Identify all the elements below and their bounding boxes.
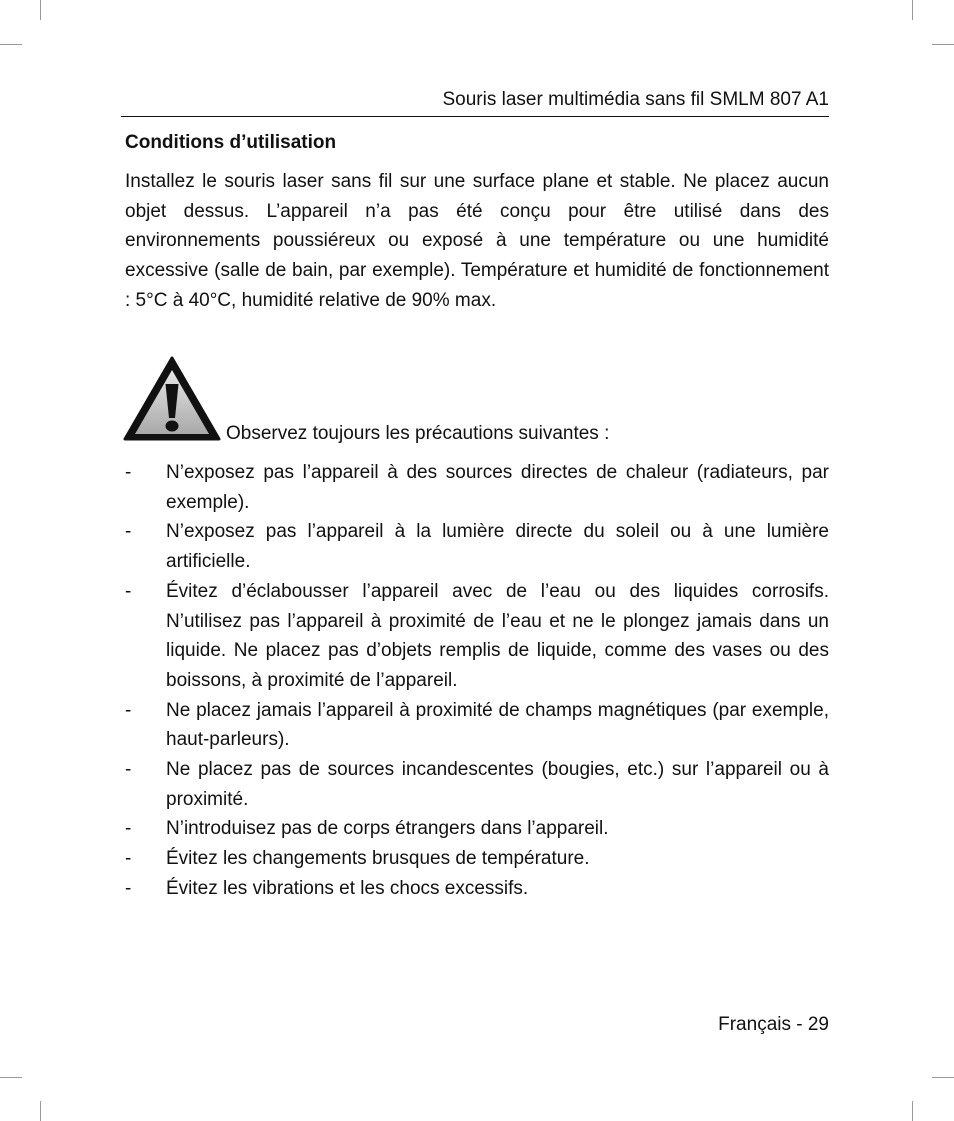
list-item-text: Évitez les changements brusques de température. [166,848,590,870]
bullet-marker: - [125,848,132,870]
precautions-list [125,458,829,904]
bullet-marker: - [125,462,132,483]
intro-paragraph: Installez le souris laser sans fil sur une surface plane et stable. Ne placez aucun objet dessus. L’appareil n’a pas été conçu pour être utilisé dans des environnements poussiéreux ou exposé à une température ou une humidité excessive (salle de bain, par exemple). Température et humidité de fonctionnement : 5°C à 40°C, humidité relative de 90% max. [125,171,829,311]
crop-mark [912,0,913,20]
list-item [125,874,829,904]
page-number: Français - 29 [718,1014,829,1035]
crop-mark [40,1101,41,1121]
list-item [125,844,829,874]
list-item-text: Évitez les vibrations et les chocs excessifs. [166,877,529,899]
bullet-marker: - [125,877,132,899]
list-item-text: N’exposez pas l’appareil à des sources directes de chaleur (radiateurs, par exemple). [166,462,829,513]
crop-mark [932,1077,954,1078]
list-item-text: N’exposez pas l’appareil à la lumière directe du soleil ou à une lumière artificielle. [166,521,829,573]
list-item [125,755,829,814]
warning-block [123,356,829,446]
crop-mark [932,44,954,45]
running-header: Souris laser multimédia sans fil SMLM 807 A1 [121,88,829,117]
bullet-marker: - [125,818,132,840]
list-item [125,696,829,755]
list-item [125,517,829,576]
bullet-marker: - [125,759,132,781]
list-item [125,814,829,844]
list-item-text: Évitez d’éclabousser l’appareil avec de l’eau ou des liquides corrosifs. N’utilisez pas l’appareil à proximité de l’eau et ne le plongez jamais dans un liquide. Ne placez pas d’objets remplis de liquide, comme des vases ou des boissons, à proximité de l’appareil. [166,580,829,691]
list-item-text: Ne placez pas de sources incandescentes (bougies, etc.) sur l’appareil ou à proximité. [166,759,829,810]
bullet-marker: - [125,699,132,721]
list-item [125,577,829,696]
bullet-marker: - [125,521,132,543]
crop-mark [0,44,22,45]
bullet-marker: - [125,580,132,602]
warning-text: Observez toujours les précautions suivantes : [226,423,610,444]
crop-mark [0,1077,22,1078]
list-item-text: N’introduisez pas de corps étrangers dans l’appareil. [166,818,609,840]
crop-mark [912,1101,913,1121]
list-item [125,458,829,517]
section-title: Conditions d’utilisation [125,132,337,153]
warning-triangle-icon [123,356,221,442]
crop-mark [40,0,41,20]
list-item-text: Ne placez jamais l’appareil à proximité de champs magnétiques (par exemple, haut-parleurs). [166,699,829,751]
